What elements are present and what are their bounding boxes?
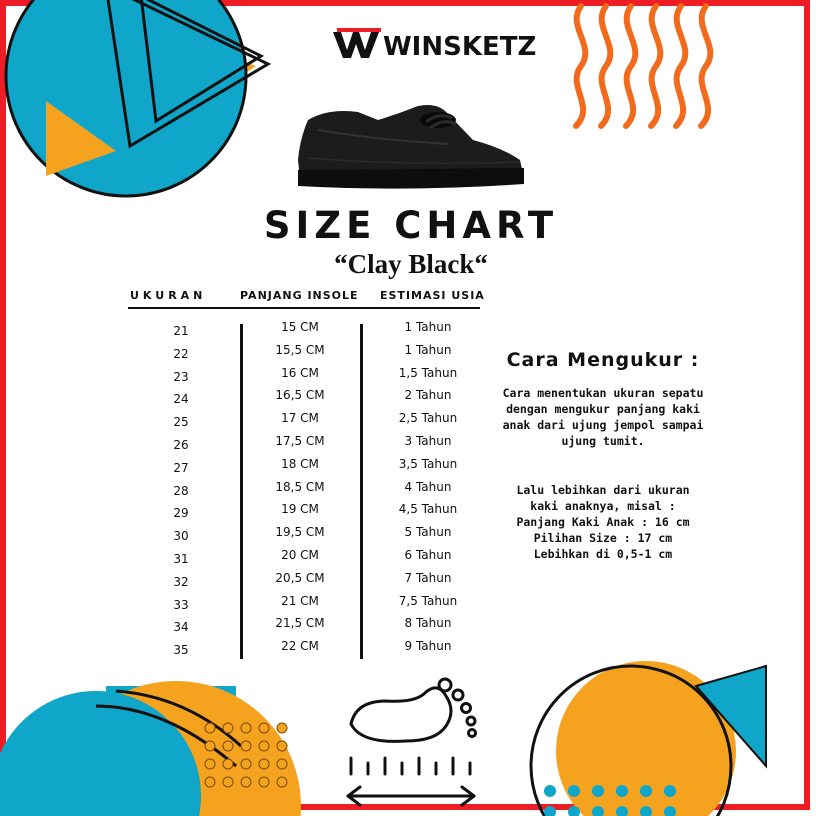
cell-size: 27 [173,460,189,475]
cell-size: 35 [173,643,189,658]
cell-age-estimate: 1,5 Tahun [398,365,458,380]
shoe-image [288,100,528,200]
cell-insole-length: 20,5 CM [275,570,325,585]
cell-size: 31 [173,552,189,566]
howto-example-line: Panjang Kaki Anak : 16 cm [516,515,690,529]
cell-age-estimate: 7,5 Tahun [398,593,458,608]
header-divider [128,307,480,309]
cell-insole-length: 17,5 CM [275,434,325,448]
cell-age-estimate: 1 Tahun [404,320,452,334]
cell-insole-length: 16,5 CM [275,388,325,403]
cell-size: 21 [173,324,189,338]
howto-paragraph: Cara menentukan ukuran sepatu dengan mengukur panjang kaki anak dari ujung jempol sampai ujung tumit. [502,386,704,448]
cell-insole-length: 17 CM [281,411,319,426]
cell-insole-length: 15 CM [281,320,319,334]
cell-insole-length: 22 CM [281,639,319,654]
column-divider [240,324,243,659]
cell-age-estimate: 9 Tahun [404,639,452,654]
howto-example-line: Pilihan Size : 17 cm [533,531,673,545]
cell-age-estimate: 4 Tahun [404,479,452,494]
cell-size: 33 [173,597,189,612]
cell-age-estimate: 8 Tahun [404,616,452,631]
column-header-age-estimate: ESTIMASI USIA [380,289,485,302]
cell-insole-length: 19 CM [281,502,319,517]
cell-age-estimate: 1 Tahun [404,342,452,357]
howto-example-line: Lalu lebihkan dari ukuran [516,483,690,497]
top-left-decoration [6,0,268,196]
bottom-left-decoration [0,681,301,816]
howto-example [496,482,710,562]
cell-insole-length: 18,5 CM [275,479,325,494]
cell-insole-length: 15,5 CM [275,342,325,357]
cell-size: 23 [173,369,189,384]
cell-size: 30 [173,529,189,544]
cell-age-estimate: 5 Tahun [404,525,452,540]
howto-example-line: kaki anaknya, misal : [530,499,676,513]
cell-age-estimate: 6 Tahun [404,548,452,562]
cell-insole-length: 16 CM [281,365,319,380]
cell-age-estimate: 3,5 Tahun [398,456,458,471]
brand-logo [331,22,537,62]
cell-size: 25 [173,415,189,430]
top-right-squiggles [576,6,710,126]
page-title: SIZE CHART [263,204,559,247]
cell-insole-length: 21 CM [281,593,319,608]
brand-name: WINSKETZ [383,32,537,62]
cell-size: 29 [173,506,189,521]
column-header-size: UKURAN [130,289,207,302]
column-header-insole-length: PANJANG INSOLE [240,289,359,302]
cell-insole-length: 19,5 CM [275,525,325,540]
cell-insole-length: 18 CM [281,456,319,471]
cell-size: 22 [173,346,189,361]
howto-example-line: Lebihkan di 0,5-1 cm [533,547,673,561]
column-divider [360,324,363,659]
cell-age-estimate: 2,5 Tahun [398,411,458,426]
cell-insole-length: 21,5 CM [275,616,325,631]
cell-age-estimate: 3 Tahun [404,434,452,448]
cell-size: 34 [173,620,189,635]
cell-age-estimate: 7 Tahun [404,570,452,585]
cell-age-estimate: 2 Tahun [404,388,452,403]
product-name: “Clay Black“ [334,249,488,279]
cell-size: 32 [173,574,189,589]
cell-size: 24 [173,392,189,407]
cell-insole-length: 20 CM [281,548,319,562]
cell-size: 28 [173,483,189,498]
cell-size: 26 [173,438,189,452]
cell-age-estimate: 4,5 Tahun [398,502,458,517]
howto-title: Cara Mengukur : [506,349,700,371]
